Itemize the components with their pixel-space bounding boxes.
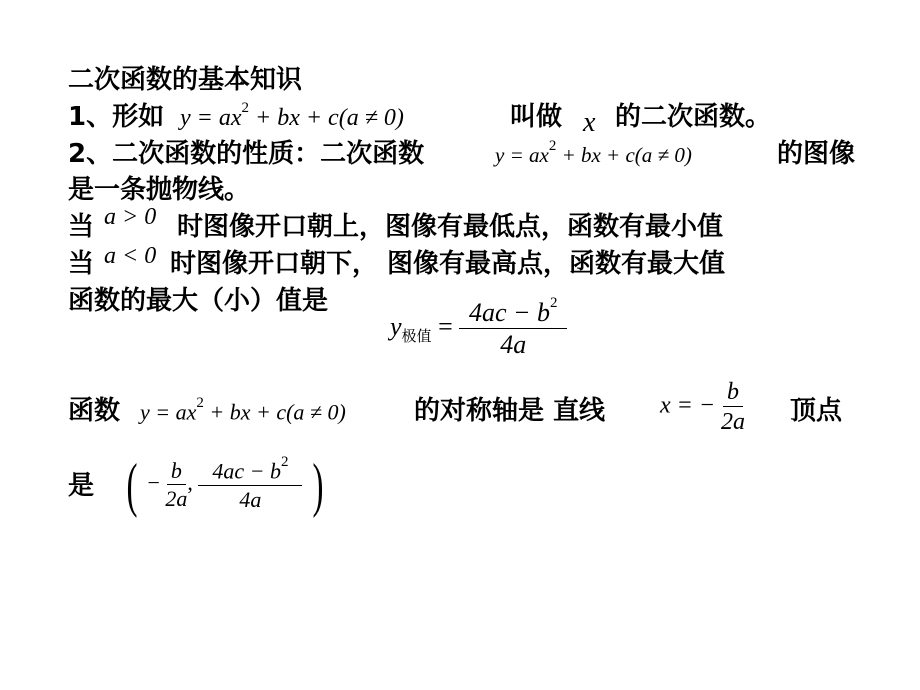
vertex-formula: ( − $\frac{b}{2a}$ , $\frac{4ac - b^2}{4a}$ ) [126, 452, 324, 518]
extreme-numerator: $4ac - b^2$ [459, 300, 567, 329]
axis-formula-x [660, 380, 745, 434]
vertex-y-numerator: $4ac - b^2$ [198, 459, 302, 485]
vertex-y-denominator: 4a [239, 486, 262, 512]
case-up-lead: 当 [68, 212, 95, 242]
extreme-text: 函数的最大（小）值是 [68, 286, 329, 316]
extreme-fraction [459, 295, 567, 359]
axis-lead: 函数 [68, 396, 121, 426]
vertex-x-fraction [165, 460, 187, 510]
axis-formula: $y = ax^2$ + bx + c(a ≠ 0) [140, 395, 346, 425]
extreme-lhs: y [390, 311, 402, 341]
item1-mid: 叫做 [510, 102, 563, 132]
axis-text: 的对称轴是 直线 [414, 396, 606, 426]
extreme-formula: $y_{极值}$ = $\frac{4ac - b^2}{4a}$ [390, 300, 567, 358]
item1-suffix: 的二次函数。 [615, 102, 772, 132]
item2-line2: 是一条抛物线。 [68, 175, 251, 205]
item1-formula: $y = ax^2$ + bx + c(a ≠ 0) [180, 100, 404, 131]
vertex-y-fraction [198, 454, 302, 512]
case-down-condition: a < 0 [104, 243, 157, 269]
vertex-label: 顶点 [790, 396, 843, 426]
case-up-text: 时图像开口朝上，图像有最低点，函数有最小值 [177, 212, 724, 242]
item2-suffix: 的图像 [777, 139, 856, 169]
vertex-x-numerator: b [167, 460, 186, 485]
axis-denominator: 2a [721, 409, 746, 435]
case-up-condition: a > 0 [104, 204, 157, 230]
item1-prefix: 1、形如 [68, 102, 165, 132]
extreme-denominator: 4a [500, 330, 527, 359]
item1-var: x [583, 107, 596, 138]
axis-numerator: b [723, 380, 743, 407]
axis-fraction [721, 380, 745, 434]
item2-prefix: 2、二次函数的性质：二次函数 [68, 139, 425, 169]
case-down-lead: 当 [68, 249, 95, 279]
vertex-lead: 是 [68, 471, 95, 501]
heading: 二次函数的基本知识 [68, 65, 303, 95]
item2-formula: $y = ax^2$ + bx + c(a ≠ 0) [495, 138, 692, 167]
vertex-x-denominator: 2a [165, 486, 188, 511]
axis-lhs: x = − [660, 392, 716, 419]
case-down-text: 时图像开口朝下， 图像有最高点，函数有最大值 [170, 249, 726, 279]
extreme-lhs-subscript: 极值 [401, 329, 432, 346]
